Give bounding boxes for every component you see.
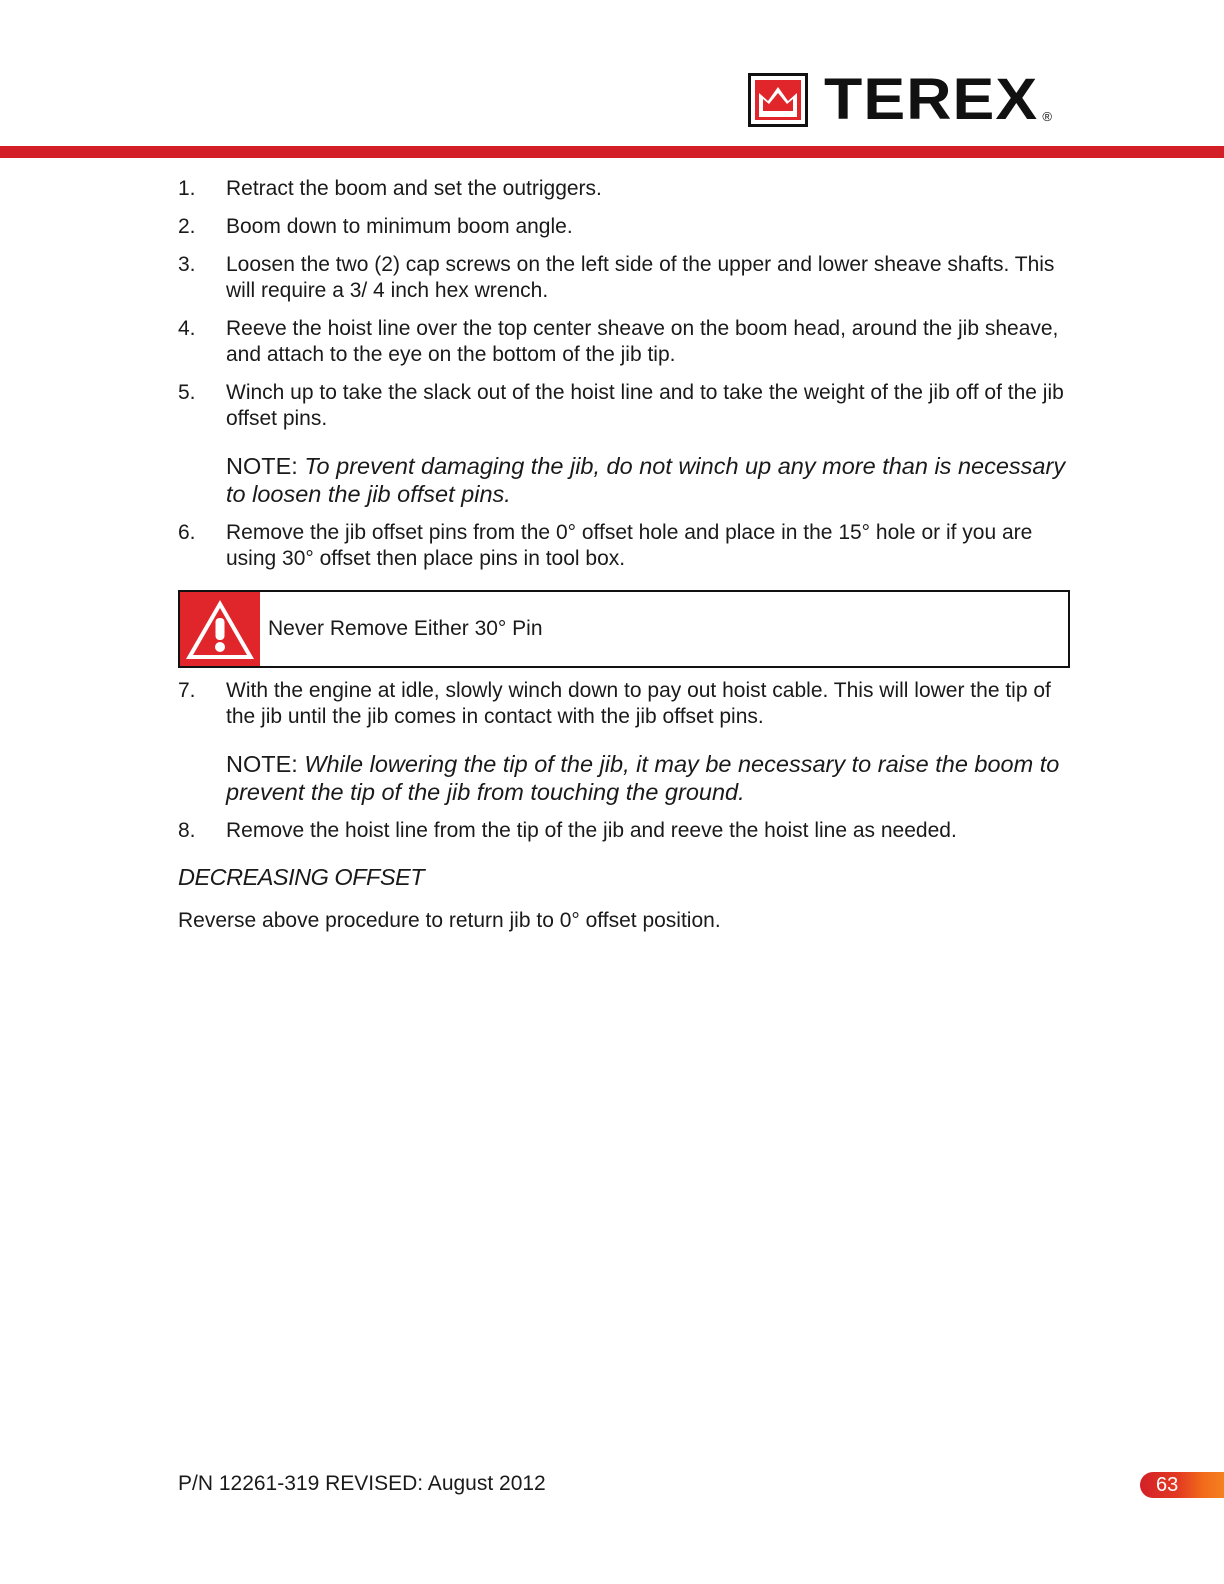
note-text: While lowering the tip of the jib, it may be necessary to raise the boom to prevent the tip of the jib from touching the ground. [226, 751, 1060, 805]
note-block [226, 750, 1070, 806]
list-item [178, 818, 1070, 844]
note-label: NOTE: [226, 453, 298, 479]
registered-mark: ® [1042, 109, 1052, 124]
footer-part-number: P/N 12261-319 REVISED: August 2012 [178, 1472, 546, 1495]
step-text: Winch up to take the slack out of the hoist line and to take the weight of the jib off of the jib offset pins. [226, 381, 1064, 430]
step-text: Retract the boom and set the outriggers. [226, 177, 602, 200]
list-item [178, 214, 1070, 240]
note-text: To prevent damaging the jib, do not winch up any more than is necessary to loosen the jib offset pins. [226, 453, 1066, 507]
warning-text: Never Remove Either 30° Pin [268, 617, 543, 640]
list-item [178, 380, 1070, 432]
step-number: 5. [178, 381, 196, 404]
section-body: Reverse above procedure to return jib to 0° offset position. [178, 909, 721, 932]
step-number: 7. [178, 679, 196, 702]
step-text: Reeve the hoist line over the top center sheave on the boom head, around the jib sheave, and attach to the eye on the bottom of the jib tip. [226, 317, 1059, 366]
list-item [178, 176, 1070, 202]
brand-name: TEREX [824, 67, 1039, 132]
page-number: 63 [1156, 1473, 1179, 1496]
page-number-badge [1140, 1472, 1224, 1498]
step-text: With the engine at idle, slowly winch down to pay out hoist cable. This will lower the tip of the jib until the jib comes in contact with the jib offset pins. [226, 679, 1051, 728]
terex-logo [748, 67, 1052, 132]
step-text: Remove the jib offset pins from the 0° offset hole and place in the 15° hole or if you are using 30° offset then place pins in tool box. [226, 521, 1033, 570]
header-rule [0, 146, 1224, 158]
section-heading: DECREASING OFFSET [178, 864, 425, 890]
step-number: 6. [178, 521, 196, 544]
step-text: Remove the hoist line from the tip of the jib and reeve the hoist line as needed. [226, 819, 957, 842]
warning-triangle-icon [183, 596, 257, 662]
step-number: 2. [178, 215, 196, 238]
terex-crown-logo-icon [748, 73, 808, 127]
step-number: 4. [178, 317, 196, 340]
list-item [178, 678, 1070, 730]
warning-box [178, 590, 1070, 668]
warning-icon-panel [180, 592, 260, 666]
list-item [178, 520, 1070, 572]
step-text: Loosen the two (2) cap screws on the left side of the upper and lower sheave shafts. This will require a 3/ 4 inch hex wrench. [226, 253, 1055, 302]
step-number: 1. [178, 177, 196, 200]
procedure-content [178, 176, 1070, 933]
step-text: Boom down to minimum boom angle. [226, 215, 573, 238]
step-number: 8. [178, 819, 196, 842]
list-item [178, 252, 1070, 304]
note-label: NOTE: [226, 751, 298, 777]
list-item [178, 316, 1070, 368]
note-block [226, 452, 1070, 508]
step-number: 3. [178, 253, 196, 276]
